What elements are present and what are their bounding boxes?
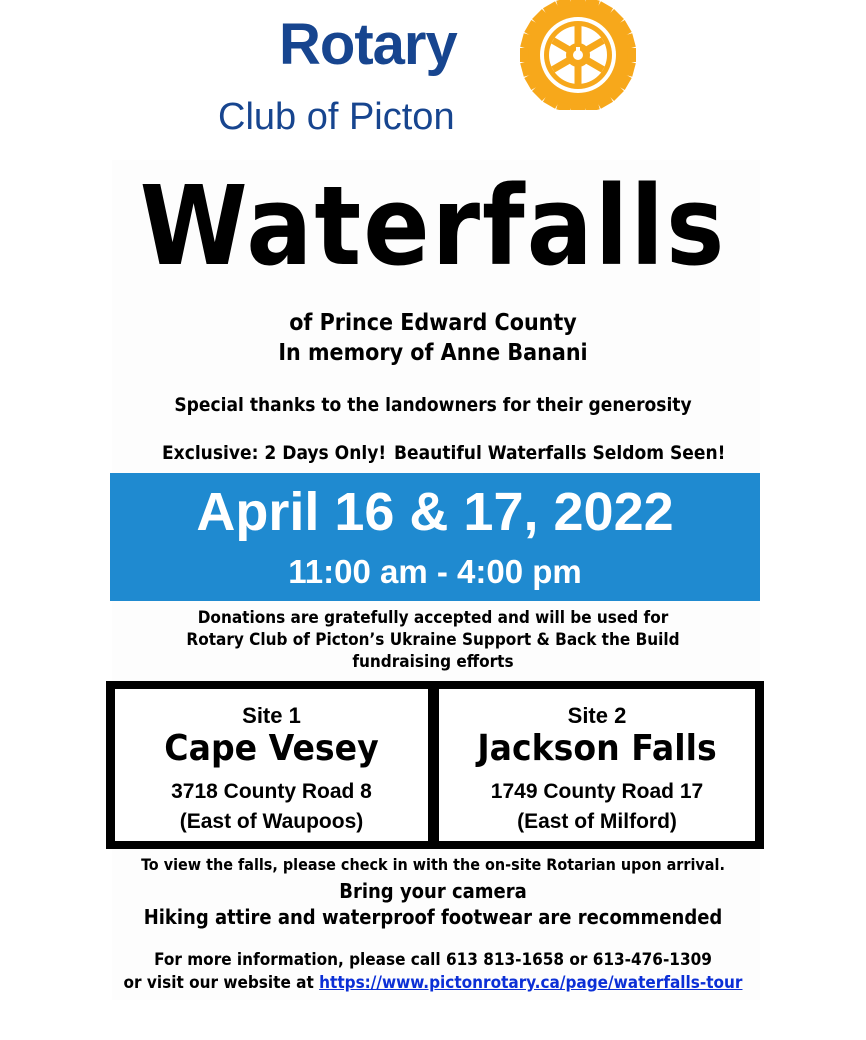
sites-box (106, 681, 764, 849)
site-card-jackson-falls (439, 689, 755, 841)
exclusive-text: Exclusive: 2 Days Only! (162, 442, 387, 464)
donations-line-3: fundraising efforts (352, 652, 514, 672)
donations-line-1: Donations are gratefully accepted and will be used for (197, 608, 669, 628)
info-web-prefix: or visit our website at (123, 973, 320, 993)
site-address: 3718 County Road 8 (171, 780, 372, 803)
site-card-cape-vesey (115, 689, 428, 841)
donations-line-2: Rotary Club of Picton’s Ukraine Support & Back the Build (186, 630, 680, 650)
info-web-line (0, 975, 866, 992)
thanks-text: Special thanks to the landowners for their generosity (174, 394, 692, 416)
logo-club-name: Club of Picton (218, 96, 455, 138)
info-call-text: For more information, please call 613 813-1658 or 613-476-1309 (154, 950, 712, 970)
rotary-wheel-icon (505, 0, 645, 110)
site-number: Site 2 (567, 703, 627, 728)
poster-title: Waterfalls (139, 163, 727, 291)
event-date: April 16 & 17, 2022 (196, 482, 674, 542)
checkin-text: To view the falls, please check in with the on-site Rotarian upon arrival. (141, 855, 725, 874)
site-name: Cape Vesey (164, 728, 379, 769)
logo-rotary-wordmark: Rotary (279, 12, 457, 77)
seldom-seen-text: Beautiful Waterfalls Seldom Seen! (394, 442, 726, 464)
website-link[interactable]: https://www.pictonrotary.ca/page/waterfalls-tour (319, 973, 743, 993)
subtitle-county: of Prince Edward County (289, 310, 577, 336)
event-time: 11:00 am - 4:00 pm (288, 553, 582, 590)
site-address: 1749 County Road 17 (490, 780, 704, 803)
site-area: (East of Waupoos) (179, 810, 364, 833)
subtitle-memorial: In memory of Anne Banani (278, 340, 588, 366)
site-number: Site 1 (242, 703, 301, 728)
site-name: Jackson Falls (477, 728, 717, 769)
site-area: (East of Milford) (517, 810, 677, 833)
camera-text: Bring your camera (339, 879, 527, 903)
attire-text: Hiking attire and waterproof footwear are recommended (143, 905, 723, 929)
date-banner (110, 473, 760, 601)
